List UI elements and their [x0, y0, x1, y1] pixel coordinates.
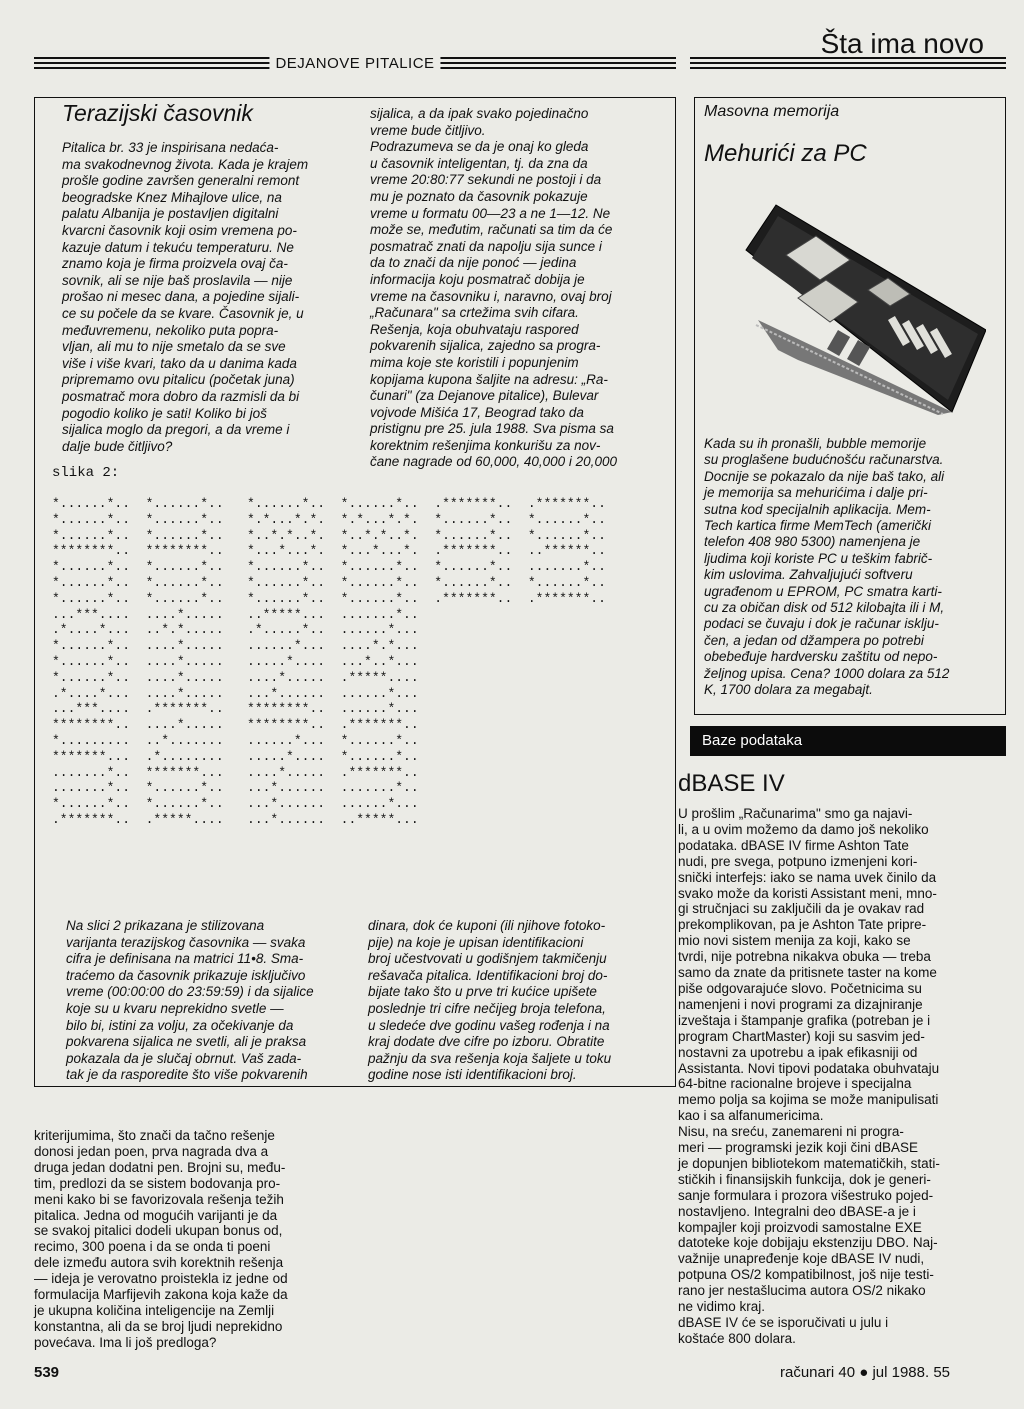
text-line: traćemo da časovnik prikazuje isključivo [66, 967, 306, 983]
col2-text [370, 106, 662, 471]
memtech-card-photo [738, 200, 986, 428]
text-line: bijate tako što u prve tri kućice upišete [368, 984, 597, 1000]
text-line: vreme u formatu 00—23 a ne 1—12. Ne [370, 205, 611, 221]
col1b-text [66, 918, 356, 1084]
matrix-row: .......*.. *......*.. ...*...... .......*.. [52, 780, 419, 796]
text-line: li, a u ovim možemo da damo još nekoliko [678, 821, 929, 837]
text-line: broj učestvovati u godišnjem takmičenju [368, 951, 607, 967]
text-line: poslednje tri cifre nečijeg broja telefona, [368, 1000, 606, 1016]
text-line: sutna kod specijalnih aplikacija. Mem- [704, 501, 931, 517]
text-line: mima koje ste koristili i popunjenim [370, 354, 579, 370]
text-line: rešavača pitalica. Identifikacioni broj do- [368, 967, 608, 983]
text-line: u časovnik inteligentan, tj. da zna da [370, 155, 588, 171]
text-line: K, 1700 dolara za megabajt. [704, 682, 873, 698]
text-line: čen, a jedan od džampera po potrebi [704, 632, 924, 648]
text-line: vljan, ali mu to nije smetalo da se sve [62, 339, 286, 355]
text-line: stičkih i finansijskih funkcija, dok je generi- [678, 1171, 931, 1187]
text-line: meri — programski jezik koji čini dBASE [678, 1140, 919, 1156]
text-line: Kada su ih pronašli, bubble memorije [704, 436, 927, 451]
text-line: pripremamo ovu pitalicu (početak juna) [62, 372, 295, 388]
text-line: memo polja sa kojima se može manipulisati [678, 1092, 939, 1108]
text-line: se svakoj pitalici dodeli ukupan bonus od, [34, 1223, 283, 1239]
matrix-row: *......*.. *......*.. *......*.. *......*.. *......*.. .......*.. [52, 559, 606, 575]
article-headline: Terazijski časovnik [62, 100, 253, 126]
section-title: Šta ima novo [820, 28, 984, 59]
text-line: pokvarenih sijalica, zajedno sa progra- [370, 338, 601, 354]
text-line: nudi, pre svega, potpuno izmenjeni kori- [678, 853, 918, 869]
text-line: Rešenja, koja obuhvataju raspored [370, 321, 579, 337]
text-line: druga jedan dodatni pen. Brojni su, među- [34, 1159, 286, 1175]
text-line: nostavljeno. Integralni deo dBASE-a je i [678, 1203, 916, 1219]
text-line: Podrazumeva se da je onaj ko gleda [370, 139, 589, 155]
text-line: željnog upisa. Cena? 1000 dolara za 512 [704, 665, 950, 681]
dot-matrix-figure [52, 496, 606, 828]
text-line: znamo koja je firma proizvela ovaj ča- [62, 256, 288, 272]
text-line: ce su počele da se kvare. Časovnik je, u [62, 305, 304, 321]
text-line: cifra je definisana na matrici 11•8. Sma- [66, 951, 304, 967]
text-line: program ChartMaster) koji su sasvim jed- [678, 1028, 925, 1044]
text-line: pažnju da sva rešenja koja šaljete u toku [368, 1050, 612, 1066]
text-line: prekomplikovan, pa je Ashton Tate pripre- [678, 917, 927, 933]
text-line: recimo, 300 poena i da se onda ti poeni [34, 1239, 271, 1255]
text-line: informacija koju posmatrač dobija je [370, 271, 585, 287]
text-line: kao i sa alfanumericima. [678, 1108, 824, 1124]
text-line: donosi jedan poen, prva nagrada dva a [34, 1143, 269, 1159]
text-line: formulacija Marfijevih zakona koja kaže da [34, 1287, 288, 1303]
text-line: piše odgovarajuće slovo. Početnicima su [678, 980, 922, 996]
text-line: gi stručnjaci su zaključili da je ovakav rad [678, 901, 925, 917]
text-line: podaci se čuvaju i dok je računar isklju- [704, 616, 939, 632]
text-line: sovnik, ali se nije baš proslavila — nije [62, 272, 293, 288]
text-line: — ideja je verovatno proistekla iz jedne od [34, 1271, 288, 1287]
text-line: prošle godine završen generalni remont [62, 173, 300, 189]
text-line: nostavni za upotrebu a ipak efikasniji od [678, 1044, 918, 1060]
matrix-row: *......*.. *......*.. *..*.*..*. *..*.*..*. *......*.. *......*.. [52, 527, 606, 543]
text-line: međuvremenu, nekoliko puta popra- [62, 322, 279, 338]
text-line: Docnije se pokazalo da nije baš tako, ali [704, 468, 945, 484]
sidebar-kicker: Masovna memorija [704, 103, 840, 120]
text-line: kazuje datum i tekuću temperaturu. Ne [62, 239, 294, 255]
text-line: vreme 20:80:77 sekundi ne postoji i da [370, 172, 602, 188]
matrix-row: .*******.. .*****.... ...*...... ..*****... [52, 811, 419, 827]
text-line: rano jer nestašlucima autora OS/2 nikako [678, 1283, 926, 1299]
text-line: mio novi sistem menija za koji, kako se [678, 933, 911, 949]
text-line: kraj dodate dve cifre po izboru. Obratite [368, 1034, 605, 1050]
text-line: posmatrač mora dobro da razmisli da bi [62, 388, 300, 404]
matrix-row: *......*.. *......*.. *......*.. *......*.. *......*.. *......*.. [52, 574, 606, 590]
text-line: korektnim rešenjima konkurišu za nov- [370, 437, 601, 453]
text-line: čane nagrade od 60,000, 40,000 i 20,000 [370, 454, 617, 470]
text-line: Pitalica br. 33 je inspirisana nedaća- [62, 140, 279, 155]
text-line: pitalica. Jedna od mogućih varijanti je da [34, 1207, 278, 1223]
rubric-rule [34, 57, 676, 71]
text-line: snički interfejs: iako se nama uvek činilo da [678, 869, 937, 885]
matrix-row: .......*.. *******... ....*..... .*******.. [52, 764, 419, 780]
dbase-title: dBASE IV [678, 770, 785, 797]
text-line: vreme na časovniku i, naravno, ovaj broj [370, 288, 612, 304]
text-line: sijalica, a da ipak svako pojedinačno [370, 106, 589, 121]
text-line: dele između autora svih korektnih rešenja [34, 1255, 284, 1271]
text-line: koštaće 800 dolara. [678, 1330, 796, 1346]
matrix-row: ...***.... .*******.. ********.. ......*... [52, 701, 419, 717]
text-line: čunari" (za Dejanove pitalice), Bulevar [370, 388, 599, 404]
text-line: telefon 408 980 5300) namenjena je [704, 534, 921, 550]
text-line: godine nose isti identifikacioni broj. [368, 1067, 577, 1083]
text-line: tvrdi, nije potrebna nikakva obuka — treba [678, 949, 931, 965]
text-line: dBASE IV će se isporučivati u julu i [678, 1315, 889, 1330]
page-number-left: 539 [34, 1364, 60, 1381]
text-line: više i više kvari, tako da u danima kada [62, 355, 297, 371]
text-line: varijanta terazijskog časovnika — svaka [66, 934, 306, 950]
text-line: samo da znate da pritisnete taster na kome [678, 965, 937, 981]
text-line: je memorija sa mehurićima i dalje pri- [704, 485, 928, 501]
text-line: podataka. dBASE IV firme Ashton Tate [678, 837, 909, 853]
text-line: svako može da koristi Assistant meni, mno- [678, 885, 937, 901]
text-line: pokvarena sijalica ne svetli, ali je praksa [66, 1034, 307, 1050]
text-line: tim, predlozi da se sistem bodovanja pro- [34, 1175, 281, 1191]
matrix-row: *......*.. ....*..... .....*.... ...*..*... [52, 653, 419, 669]
text-line: potpuna OS/2 kompatibilnost, još nije testi- [678, 1267, 934, 1283]
text-line: posmatrač znati da napolju sija sunce i [370, 238, 602, 254]
matrix-row: ********.. ********.. *...*...*. *...*...*. .*******.. ..******.. [52, 543, 606, 559]
continued-text [34, 1128, 364, 1351]
rubric-label: DEJANOVE PITALICE [269, 55, 440, 72]
text-line: tak je da rasporedite što više pokvarenih [66, 1067, 308, 1083]
text-line: sijalica moglo da pregori, a da vreme i [62, 422, 290, 438]
text-line: ljudima koji koriste PC u teškim fabrič- [704, 550, 933, 566]
matrix-row: *******... .*........ .....*.... *......*.. [52, 748, 419, 764]
sidebar-headline: Mehurići za PC [704, 140, 867, 167]
text-line: pije) na koje je upisan identifikacioni [368, 934, 584, 950]
section-bar-label: Baze podataka [702, 732, 803, 749]
dbase-text [678, 806, 1008, 1347]
text-line: važnije unapređenje koje dBASE IV nudi, [678, 1251, 925, 1267]
text-line: ne vidimo kraj. [678, 1299, 766, 1315]
text-line: „Računara" sa crtežima svih cifara. [370, 305, 579, 321]
col1-text [62, 140, 352, 455]
text-line: vreme (00:00:00 do 23:59:59) i da sijalice [66, 984, 314, 1000]
text-line: U prošlim „Računarima" smo ga najavi- [678, 806, 913, 821]
text-line: bilo bi, istini za volju, za očekivanje da [66, 1017, 294, 1033]
text-line: Nisu, na sreću, zanemareni ni progra- [678, 1124, 904, 1140]
text-line: kvarcni časovnik koji osim vremena po- [62, 222, 297, 238]
text-line: cu za običan disk od 512 kilobajta ili i M, [704, 600, 945, 616]
matrix-row: ********.. ....*..... ********.. .*******.. [52, 717, 419, 733]
matrix-row: .*....*... ..*.*..... .*.....*.. ......*... [52, 622, 419, 638]
sidebar-text [704, 436, 1000, 699]
text-line: mu je poznato da časovnik pokazuje [370, 188, 588, 204]
text-line: Assistanta. Novi tipovi podataka obuhvataju [678, 1060, 940, 1076]
text-line: obebeđuje hardversku zaštitu od nepo- [704, 649, 938, 665]
text-line: 64-bitne racionalne brojeve i specijalna [678, 1076, 912, 1092]
text-line: izveštaja i štampanje grafika (potreban je i [678, 1012, 931, 1028]
text-line: kriterijumima, što znači da tačno rešenje [34, 1128, 275, 1143]
text-line: povećava. Ima li još predloga? [34, 1334, 217, 1350]
matrix-row: *......... ..*....... ......*... *......*.. [52, 732, 419, 748]
text-line: dinara, dok će kuponi (ili njihove fotoko- [368, 918, 606, 933]
text-line: kim uslovima. Zahvaljujući softveru [704, 567, 913, 583]
text-line: je dopunjen bibliotekom matematičkih, stati- [678, 1155, 940, 1171]
text-line: pokazala da je slučaj obrnut. Vaš zada- [66, 1050, 302, 1066]
text-line: je ukupna količina inteligencije na Zemlji [34, 1302, 275, 1318]
matrix-row: *......*.. *......*.. ...*...... ......*... [52, 796, 419, 812]
page-footer-right: računari 40 ● jul 1988. 55 [780, 1364, 951, 1381]
text-line: pristignu pre 25. jula 1988. Sva pisma sa [370, 421, 614, 437]
col2b-text [368, 918, 668, 1084]
text-line: kompajler koji proizvodi samostalne EXE [678, 1219, 922, 1235]
text-line: da to znači da nije ponoć — jedina [370, 255, 577, 271]
text-line: vreme bude čitljivo. [370, 122, 486, 138]
text-line: Tech kartica firme MemTech (američki [704, 518, 932, 534]
matrix-row: *......*.. ....*..... ....*..... .*****.... [52, 669, 419, 685]
text-line: koje su u kvaru neprekidno svetle — [66, 1000, 284, 1016]
text-line: u sledeće dve godinu vašeg rođenja i na [368, 1017, 610, 1033]
matrix-row: *......*.. ....*..... ......*... ....*.*... [52, 638, 419, 654]
text-line: vojvode Mišića 17, Beograd tako da [370, 404, 584, 420]
matrix-row: *......*.. *......*.. *......*.. *......*.. .*******.. .*******.. [52, 496, 606, 511]
matrix-row: *......*.. *......*.. *......*.. *......*.. .*******.. .*******.. [52, 590, 606, 606]
text-line: kopijama kupona šaljite na adresu: „Ra- [370, 371, 608, 387]
text-line: pogodio koliko je sati! Koliko bi još [62, 405, 267, 421]
text-line: prošao ni mesec dana, a pojedine sijali- [62, 289, 300, 305]
text-line: dalje bude čitljivo? [62, 438, 173, 454]
text-line: može se, međutim, računati sa tim da će [370, 222, 613, 238]
text-line: su proglašene budućnošću računarstva. [704, 452, 944, 468]
matrix-row: ...***.... ....*..... ..*****... .......*.. [52, 606, 419, 622]
section-rule [690, 57, 1006, 71]
text-line: meni kako bi se favorizovala rešenja težih [34, 1191, 284, 1207]
text-line: beogradske Knez Mihajlove ulice, na [62, 189, 282, 205]
text-line: namenjeni i novi programi za dizajniranje [678, 996, 923, 1012]
text-line: ma svakodnevnog života. Kada je krajem [62, 156, 309, 172]
figure-label: slika 2: [52, 465, 120, 481]
matrix-row: *......*.. *......*.. *.*...*.*. *.*...*.*. *......*.. *......*.. [52, 511, 606, 527]
matrix-row: .*....*... ....*..... ...*...... ......*... [52, 685, 419, 701]
text-line: sanje formulara i prozora višestruko pojed- [678, 1187, 934, 1203]
text-line: konstantna, ali da se broj ljudi neprekidno [34, 1318, 283, 1334]
text-line: datoteke koje dobijaju ekstenziju DBO. Naj- [678, 1235, 938, 1251]
section-bar [690, 726, 1006, 756]
text-line: palatu Albanija je postavljen digitalni [62, 206, 279, 222]
text-line: Na slici 2 prikazana je stilizovana [66, 918, 265, 933]
text-line: ugrađenom u EPROM, PC smatra karti- [704, 583, 942, 599]
